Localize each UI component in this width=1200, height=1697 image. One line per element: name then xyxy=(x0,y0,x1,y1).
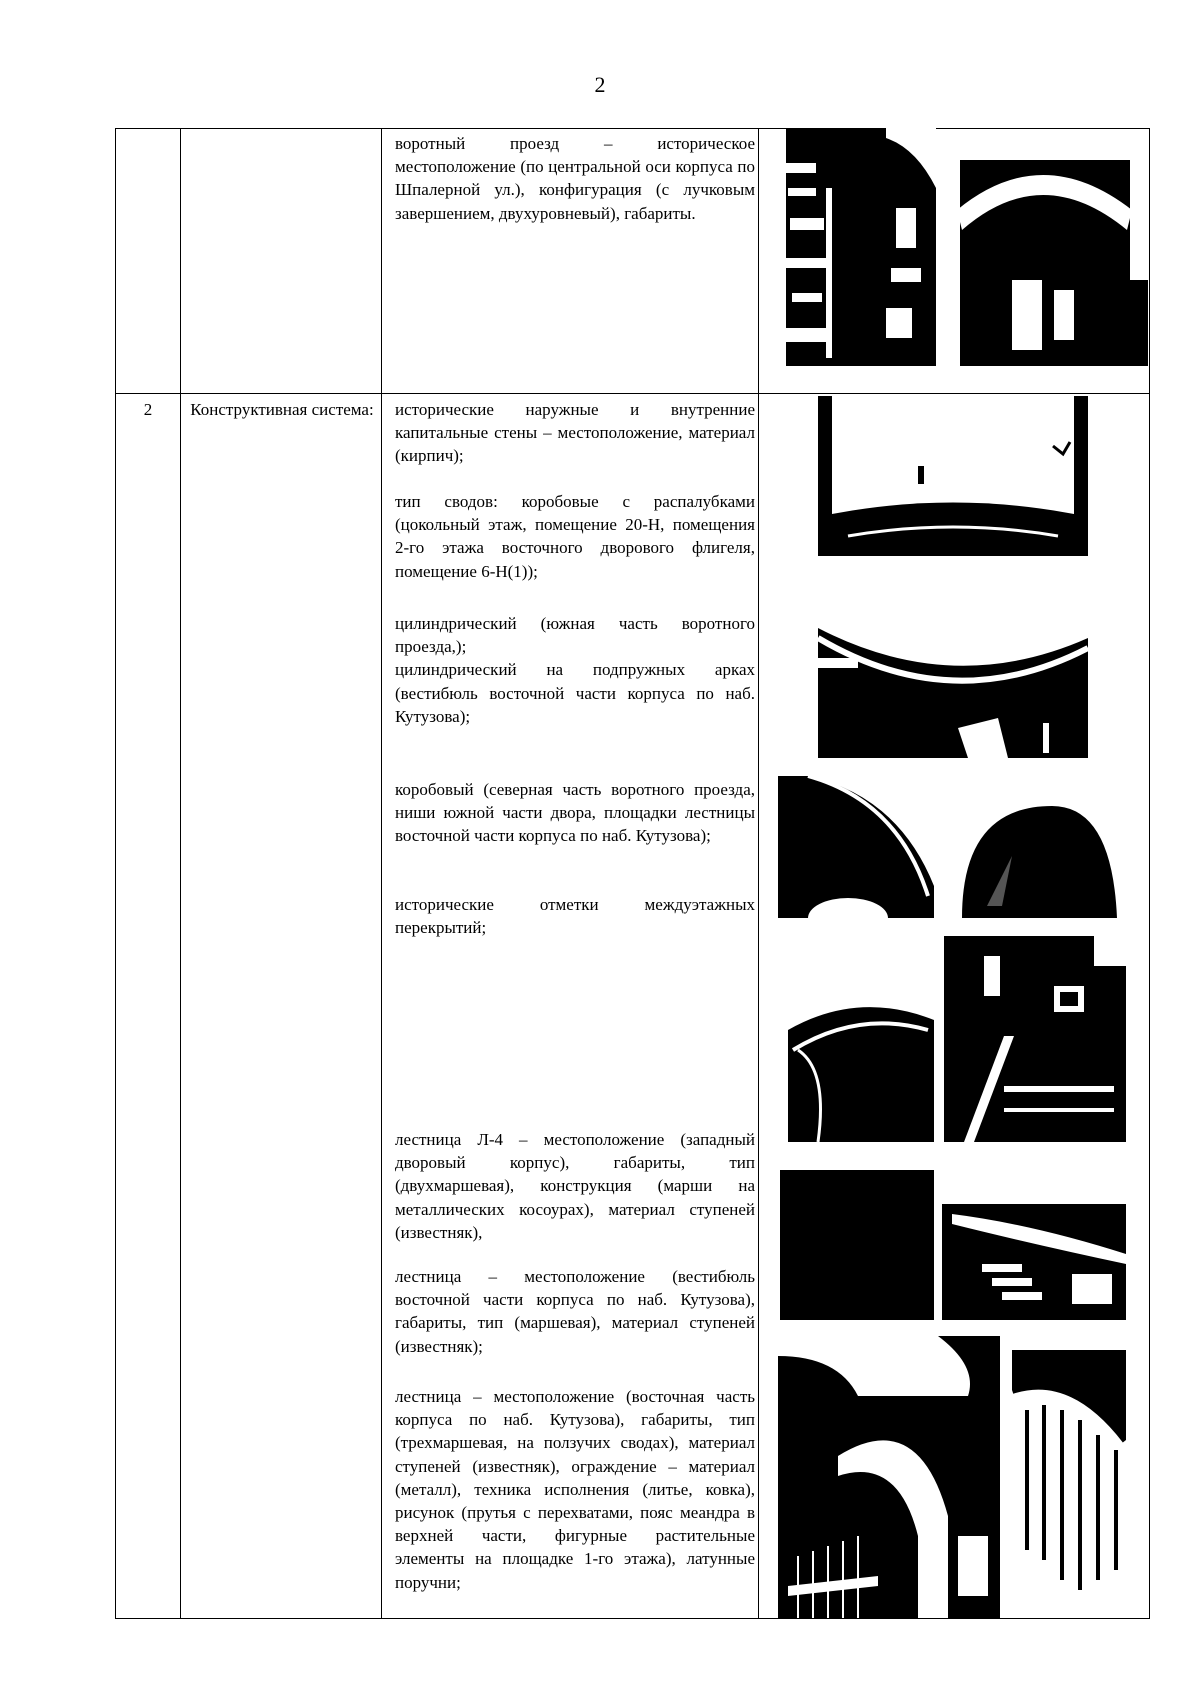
row2-description-b xyxy=(395,490,755,583)
page-number: 2 xyxy=(594,72,606,97)
row1-description xyxy=(395,132,755,225)
staircase-l4-paragraph: лестница Л-4 – местоположение (западный дворовый корпус), габариты, тип (двухмаршевая), конструкция (марши на металлических косоурах), материал ступеней (известняк), xyxy=(395,1130,755,1242)
cylindrical-arches-paragraph: цилиндрический на подпружных арках (вестибюль восточной части корпуса по наб. Кутузова); xyxy=(395,660,755,726)
photo-box-vault-north xyxy=(778,776,934,918)
row2-description-a xyxy=(395,398,755,468)
photo-gate-passage-arch xyxy=(942,140,1148,366)
photo-staircase-east-balusters xyxy=(1012,1350,1126,1618)
table-right-border xyxy=(1149,128,1150,1619)
photo-cylindrical-vault xyxy=(818,608,1088,758)
staircase-vestibule-paragraph: лестница – местоположение (вестибюль восточной части корпуса по наб. Кутузова), габариты, тип (маршевая), материал ступеней (известняк); xyxy=(395,1267,755,1356)
row2-description-f xyxy=(395,1128,755,1244)
table-left-border xyxy=(115,128,116,1619)
column-divider xyxy=(758,128,759,1619)
column-divider xyxy=(180,128,181,1619)
photo-staircase-l4-dark xyxy=(780,1170,934,1320)
photo-walls-vault xyxy=(818,396,1088,556)
table-top-border xyxy=(115,128,1150,129)
row2-name: Конструктивная система: xyxy=(190,400,374,419)
photo-staircase-east-railing xyxy=(778,1336,1000,1618)
row2-description-c xyxy=(395,612,755,728)
photo-box-vault-niche xyxy=(942,776,1128,918)
row2-number: 2 xyxy=(143,400,153,419)
box-vault-paragraph: коробовый (северная часть воротного проезда, ниши южной части двора, площадки лестницы восточной части корпуса по наб. Кутузова); xyxy=(395,780,755,846)
photo-floor-vault xyxy=(778,990,934,1142)
staircase-east-paragraph: лестница – местоположение (восточная часть корпуса по наб. Кутузова), габариты, тип (трехмаршевая, на ползучих сводах), материал ступеней (известняк), ограждение – материал (металл), техника исполнения (литье, ковка), рисунок (прутья с перехватами, пояс меандра в верхней части, фигурные растительные элементы на площадке 1-го этажа), латунные поручни; xyxy=(395,1387,755,1592)
photo-staircase-l4-steps xyxy=(942,1204,1126,1320)
cylindrical-vault-paragraph: цилиндрический (южная часть воротного проезда,); xyxy=(395,614,755,657)
column-divider xyxy=(381,128,382,1619)
row-separator xyxy=(115,393,1150,394)
floor-marks-paragraph: исторические отметки междуэтажных перекрытий; xyxy=(395,895,755,938)
walls-paragraph: исторические наружные и внутренние капитальные стены – местоположение, материал (кирпич); xyxy=(395,400,755,466)
row1-paragraph: воротный проезд – историческое местоположение (по центральной оси корпуса по Шпалерной ул.), конфигурация (с лучковым завершением, двухуровневый), габариты. xyxy=(395,134,755,223)
row2-description-d xyxy=(395,778,755,848)
table-bottom-border xyxy=(115,1618,1150,1619)
vaults-paragraph: тип сводов: коробовые с распалубками (цокольный этаж, помещение 20-Н, помещения 2-го этажа восточного дворового флигеля, помещение 6-Н(1)); xyxy=(395,492,755,581)
photo-gate-passage-wall xyxy=(786,128,936,366)
row2-description-h xyxy=(395,1385,755,1594)
photo-staircase-interior xyxy=(944,936,1126,1142)
row2-description-g xyxy=(395,1265,755,1358)
row2-description-e xyxy=(395,893,755,939)
